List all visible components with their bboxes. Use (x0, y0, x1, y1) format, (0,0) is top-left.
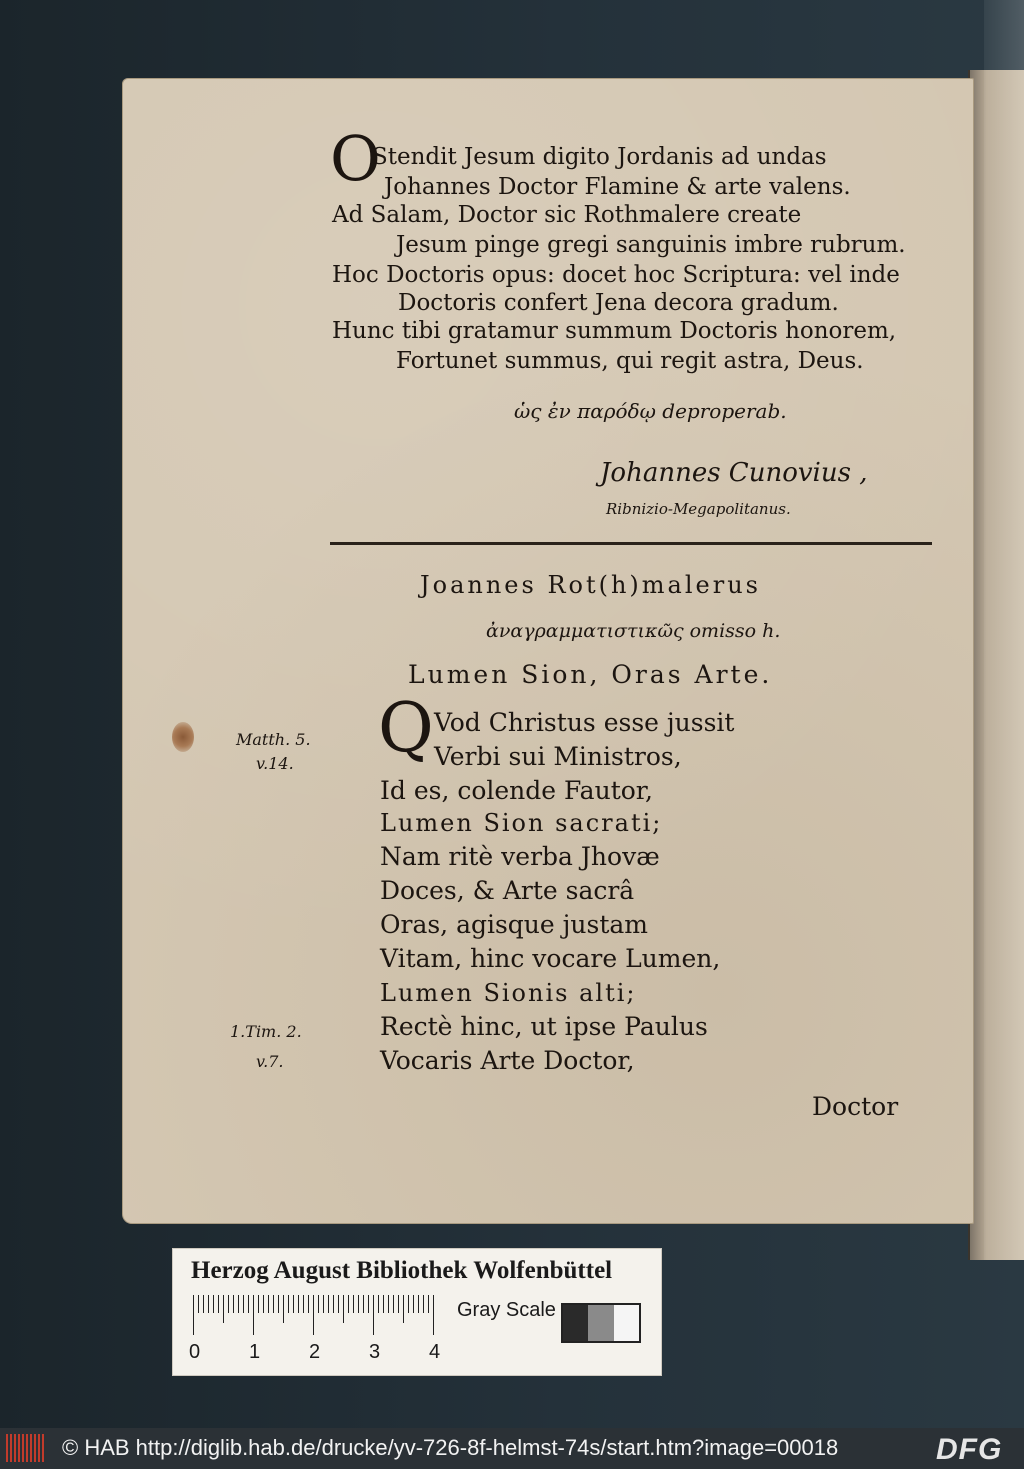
ruler-label-3: 3 (369, 1341, 381, 1363)
ruler-tick (263, 1295, 264, 1313)
ruler-tick (273, 1295, 274, 1313)
ruler-tick (233, 1295, 234, 1313)
poem2-subheading: ἀναγραμματιστικῶς omisso h. (486, 620, 781, 642)
ruler-tick (388, 1295, 389, 1313)
margin-note-matth-verse: v.14. (256, 754, 294, 773)
ruler-tick (253, 1295, 254, 1335)
ruler-tick (423, 1295, 424, 1313)
ruler-tick (393, 1295, 394, 1313)
poem2-anagram: Lumen Sion, Oras Arte. (408, 660, 773, 689)
ruler-tick (203, 1295, 204, 1313)
ruler-tick (223, 1295, 224, 1323)
ruler-tick (243, 1295, 244, 1313)
gray-swatch-dark (563, 1305, 588, 1341)
ruler-tick (288, 1295, 289, 1313)
poem1-dropcap: O (330, 122, 381, 195)
poem2-line-2: Verbi sui Ministros, (434, 742, 682, 771)
ruler-tick (208, 1295, 209, 1313)
poem1-line-3: Ad Salam, Doctor sic Rothmalere create (332, 202, 802, 228)
poem1-line-6: Doctoris confert Jena decora gradum. (398, 290, 839, 316)
ruler-tick (383, 1295, 384, 1313)
ruler-tick (248, 1295, 249, 1313)
ruler-tick (278, 1295, 279, 1313)
ruler-tick (298, 1295, 299, 1313)
dfg-logo: DFG (936, 1433, 1003, 1466)
poem1-line-2: Johannes Doctor Flamine & arte valens. (384, 174, 851, 200)
ruler-tick (403, 1295, 404, 1323)
ruler-tick (293, 1295, 294, 1313)
ruler-tick (323, 1295, 324, 1313)
poem2-line-7: Oras, agisque justam (380, 910, 648, 939)
ruler-tick (328, 1295, 329, 1313)
ruler-label-1: 1 (249, 1341, 261, 1363)
ruler-tick (198, 1295, 199, 1313)
ruler-tick (373, 1295, 374, 1335)
ruler-tick (238, 1295, 239, 1313)
ruler-tick (303, 1295, 304, 1313)
poem1-greek-note: ὡς ἐν παρόδῳ deproperab. (514, 399, 787, 423)
ruler-label-2: 2 (309, 1341, 321, 1363)
ruler-tick (408, 1295, 409, 1313)
page-stain (172, 722, 194, 752)
poem1-line-7: Hunc tibi gratamur summum Doctoris honorem, (332, 318, 897, 344)
poem1-line-1: Stendit Jesum digito Jordanis ad undas (372, 144, 827, 170)
ruler-tick (363, 1295, 364, 1313)
ruler-tick (378, 1295, 379, 1313)
ruler-tick (268, 1295, 269, 1313)
ruler-tick (348, 1295, 349, 1313)
gray-swatch-light (614, 1305, 639, 1341)
ruler-tick (193, 1295, 194, 1335)
poem2-line-8: Vitam, hinc vocare Lumen, (380, 944, 721, 973)
ruler-tick (308, 1295, 309, 1313)
gray-scale-label: Gray Scale (457, 1299, 556, 1321)
ruler-tick (358, 1295, 359, 1313)
measurement-ruler (193, 1295, 443, 1335)
library-color-card (172, 1248, 662, 1376)
poem2-line-4: Lumen Sion sacrati; (380, 809, 663, 837)
ruler-label-4: 4 (429, 1341, 441, 1363)
poem2-line-3: Id es, colende Fautor, (380, 776, 653, 805)
ruler-tick (418, 1295, 419, 1313)
copyright-url[interactable]: © HAB http://diglib.hab.de/drucke/yv-726-8f-helmst-74s/start.htm?image=00018 (62, 1435, 839, 1460)
ruler-tick (333, 1295, 334, 1313)
ruler-tick (433, 1295, 434, 1335)
poem1-line-4: Jesum pinge gregi sanguinis imbre rubrum. (396, 232, 906, 258)
margin-note-tim-verse: v.7. (256, 1052, 284, 1071)
ruler-tick (283, 1295, 284, 1323)
poem1-line-5: Hoc Doctoris opus: docet hoc Scriptura: vel inde (332, 262, 900, 288)
poem2-dropcap: Q (378, 689, 434, 768)
ruler-tick (228, 1295, 229, 1313)
ruler-tick (313, 1295, 314, 1335)
ruler-tick (343, 1295, 344, 1323)
ruler-tick (428, 1295, 429, 1313)
footer-bar (0, 1428, 1024, 1469)
poem1-origin: Ribnizio-Megapolitanus. (606, 500, 791, 518)
poem2-line-5: Nam ritè verba Jhovæ (380, 842, 660, 871)
glass-plate (984, 0, 1024, 1260)
ruler-tick (398, 1295, 399, 1313)
poem1-author: Johannes Cunovius , (600, 458, 868, 488)
poem2-heading: Joannes Rot(h)malerus (420, 571, 761, 599)
gray-swatch-mid (588, 1305, 613, 1341)
poem2-line-10: Rectè hinc, ut ipse Paulus (380, 1012, 708, 1041)
margin-note-matth: Matth. 5. (236, 730, 311, 749)
ruler-tick (213, 1295, 214, 1313)
poem2-line-1: Vod Christus esse jussit (434, 708, 735, 737)
ruler-tick (318, 1295, 319, 1313)
poem2-line-6: Doces, & Arte sacrâ (380, 876, 635, 905)
gray-scale-swatches (561, 1303, 641, 1343)
poem2-line-9: Lumen Sionis alti; (380, 979, 637, 1007)
ruler-tick (368, 1295, 369, 1313)
ruler-tick (338, 1295, 339, 1313)
section-divider (330, 542, 932, 545)
catchword: Doctor (812, 1092, 899, 1121)
barcode-icon (6, 1434, 46, 1462)
ruler-label-0: 0 (189, 1341, 201, 1363)
ruler-tick (258, 1295, 259, 1313)
poem1-line-8: Fortunet summus, qui regit astra, Deus. (396, 348, 864, 374)
ruler-tick (413, 1295, 414, 1313)
margin-note-tim: 1.Tim. 2. (230, 1022, 302, 1041)
ruler-tick (353, 1295, 354, 1313)
library-name: Herzog August Bibliothek Wolfenbüttel (191, 1257, 613, 1284)
ruler-tick (218, 1295, 219, 1313)
poem2-line-11: Vocaris Arte Doctor, (380, 1046, 635, 1075)
